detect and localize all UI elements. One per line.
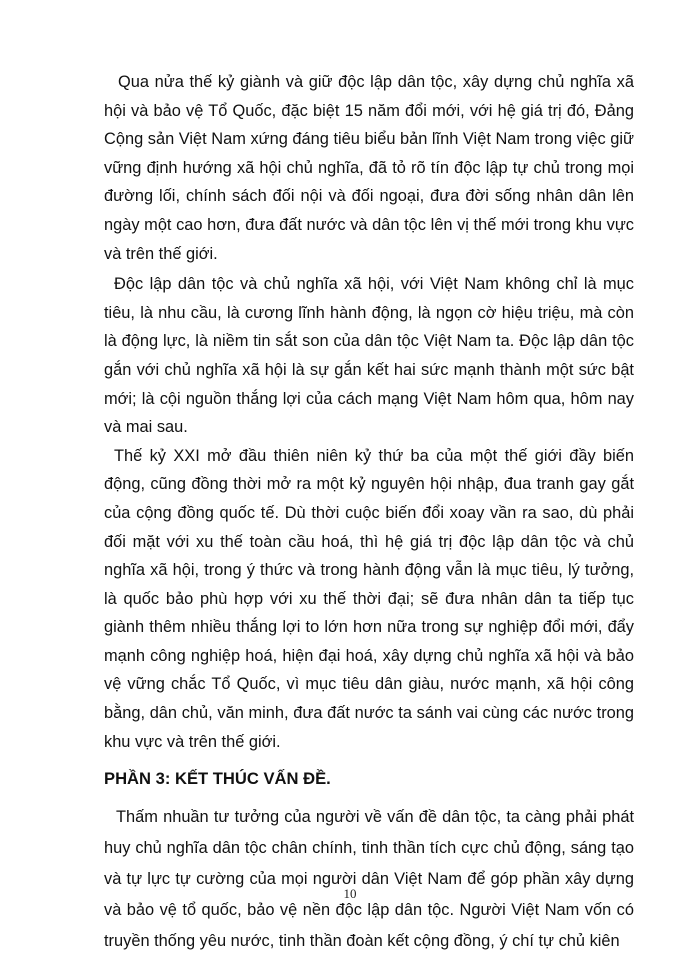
closing-paragraph: Thấm nhuần tư tưởng của người về vấn đề dân tộc, ta càng phải phát huy chủ nghĩa dân tộc chân chính, tinh thần tích cực chủ động, sáng tạo và tự lực tự cường của mọi người dân Việt Nam để góp phần xây dựng và bảo vệ tổ quốc, bảo vệ nền độc lập dân tộc. Người Việt Nam vốn có truyền thống yêu nước, tinh thần đoàn kết cộng đồng, ý chí tự chủ kiên [104,808,634,951]
body-paragraph-2: Độc lập dân tộc và chủ nghĩa xã hội, với Việt Nam không chỉ là mục tiêu, là nhu cầu, là cương lĩnh hành động, là ngọn cờ hiệu triệu, mà còn là động lực, là niềm tin sắt son của dân tộc Việt Nam ta. Độc lập dân tộc gắn với chủ nghĩa xã hội là sự gắn kết hai sức mạnh thành một sức bật mới; là cội nguồn thắng lợi của cách mạng Việt Nam hôm qua, hôm nay và mai sau. [104,275,634,437]
page-number: 10 [343,886,357,901]
body-paragraph-1: Qua nửa thế kỷ giành và giữ độc lập dân tộc, xây dựng chủ nghĩa xã hội và bảo vệ Tổ Quốc, đặc biệt 15 năm đổi mới, với hệ giá trị đó, Đảng Cộng sản Việt Nam xứng đáng tiêu biểu bản lĩnh Việt Nam trong việc giữ vững định hướng xã hội chủ nghĩa, đã tỏ rõ tín độc lập tự chủ trong mọi đường lối, chính sách đối nội và đối ngoại, đưa đời sống nhân dân lên ngày một cao hơn, đưa đất nước và dân tộc lên vị thế mới trong khu vực và trên thế giới. [104,73,634,263]
body-paragraph-3: Thế kỷ XXI mở đầu thiên niên kỷ thứ ba của một thế giới đầy biến động, cũng đồng thời mở ra một kỷ nguyên hội nhập, đua tranh gay gắt của cộng đồng quốc tế. Dù thời cuộc biến đổi xoay vần ra sao, dù phải đối mặt với xu thế toàn cầu hoá, thì hệ giá trị độc lập dân tộc và chủ nghĩa xã hội, trong ý thức và trong hành động vẫn là mục tiêu, lý tưởng, là quốc bảo phù hợp với xu thế thời đại; sẽ đưa nhân dân ta tiếp tục giành thêm nhiều thắng lợi to lớn hơn nữa trong sự nghiệp đổi mới, đẩy mạnh công nghiệp hoá, hiện đại hoá, xây dựng chủ nghĩa xã hội và bảo vệ vững chắc Tổ Quốc, vì mục tiêu dân giàu, nước mạnh, xã hội công bằng, dân chủ, văn minh, đưa đất nước ta sánh vai cùng các nước trong khu vực và trên thế giới. [104,446,634,751]
section-heading: PHẦN 3: KẾT THÚC VẤN ĐỀ. [104,769,331,789]
document-body [104,68,634,957]
